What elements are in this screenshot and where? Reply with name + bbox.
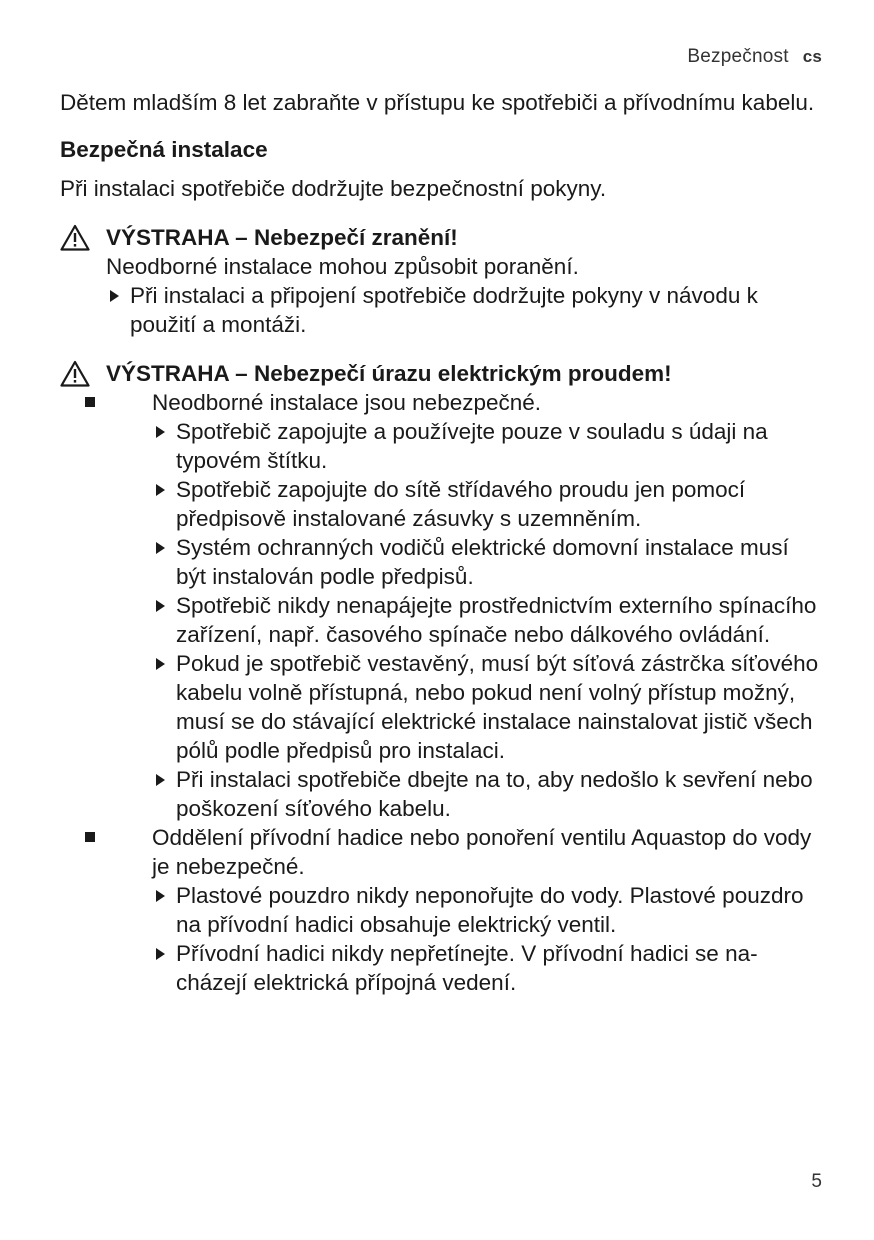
intro-paragraph: Dětem mladším 8 let zabraňte v přístupu ke spotřebiči a přívodnímu kabelu. <box>60 90 815 115</box>
action-arrow-icon <box>156 948 165 960</box>
bullet-item <box>60 388 820 823</box>
warning-block-electric-shock <box>60 359 820 997</box>
warning-text: Neodborné instalace mohou způsobit poranění. <box>106 254 579 279</box>
action-text: Spotřebič zapojujte do sítě střídavého proudu jen pomocí předpisově instalované zásuvky s uzemněním. <box>176 477 746 531</box>
action-text: Při instalaci a připojení spotřebiče dodržujte pokyny v návodu k použití a montáži. <box>130 283 758 337</box>
action-item <box>152 533 820 591</box>
warning-triangle-icon <box>60 224 90 251</box>
action-arrow-icon <box>156 426 165 438</box>
page-number: 5 <box>811 1171 822 1192</box>
bullet-square-icon <box>85 832 95 842</box>
warning-block-injury <box>60 223 820 339</box>
action-text: Při instalaci spotřebiče dbejte na to, aby nedošlo k sevření nebo poškození síťového kabelu. <box>176 767 813 821</box>
action-arrow-icon <box>156 600 165 612</box>
warning-triangle-icon <box>60 360 90 387</box>
action-text: Plastové pouzdro nikdy neponořujte do vody. Plastové pouzdro na přívodní hadici obsahuje elektrický ventil. <box>176 883 804 937</box>
action-text: Pokud je spotřebič vestavěný, musí být síťová zástrčka síťového kabelu volně přístupná, nebo pokud není volný přístup možný, musí se do stávající elektrické instalace nainstalovat jistič všech pólů podle předpisů pro instalaci. <box>176 651 819 763</box>
action-item <box>152 881 820 939</box>
action-text: Systém ochranných vodičů elektrické domovní instalace musí být instalován podle předpisů. <box>176 535 789 589</box>
action-item <box>152 939 820 997</box>
warning-title: VÝSTRAHA – Nebezpečí zranění! <box>106 225 458 250</box>
bullet-square-icon <box>85 397 95 407</box>
bullet-item <box>60 823 820 997</box>
action-item <box>152 765 820 823</box>
action-arrow-icon <box>156 542 165 554</box>
bullet-text: Neodborné instalace jsou nebezpečné. <box>152 390 542 415</box>
bullet-text: Oddělení přívodní hadice nebo ponoření ventilu Aquastop do vody je nebezpečné. <box>152 825 812 879</box>
action-arrow-icon <box>156 484 165 496</box>
section-paragraph: Při instalaci spotřebiče dodržujte bezpečnostní pokyny. <box>60 176 607 201</box>
header-language-code: cs <box>802 47 822 66</box>
action-arrow-icon <box>156 890 165 902</box>
action-arrow-icon <box>156 774 165 786</box>
action-text: Spotřebič zapojujte a používejte pouze v souladu s údaji na typovém štítku. <box>176 419 768 473</box>
action-item <box>106 281 820 339</box>
page-content <box>60 88 820 997</box>
action-arrow-icon <box>156 658 165 670</box>
section-heading: Bezpečná instalace <box>60 137 268 162</box>
page-header <box>687 46 822 68</box>
action-item <box>152 417 820 475</box>
action-item <box>152 475 820 533</box>
action-item <box>152 591 820 649</box>
action-text: Spotřebič nikdy nenapájejte prostřednictvím externího spínacího zařízení, např. časového spínače nebo dálkového ovládání. <box>176 593 817 647</box>
action-arrow-icon <box>110 290 119 302</box>
header-section-title: Bezpečnost <box>687 46 789 67</box>
action-text: Přívodní hadici nikdy nepřetínejte. V přívodní hadici se nacházejí elektrická přípojná vedení. <box>176 941 758 995</box>
warning-title: VÝSTRAHA – Nebezpečí úrazu elektrickým proudem! <box>106 361 672 386</box>
action-item <box>152 649 820 765</box>
